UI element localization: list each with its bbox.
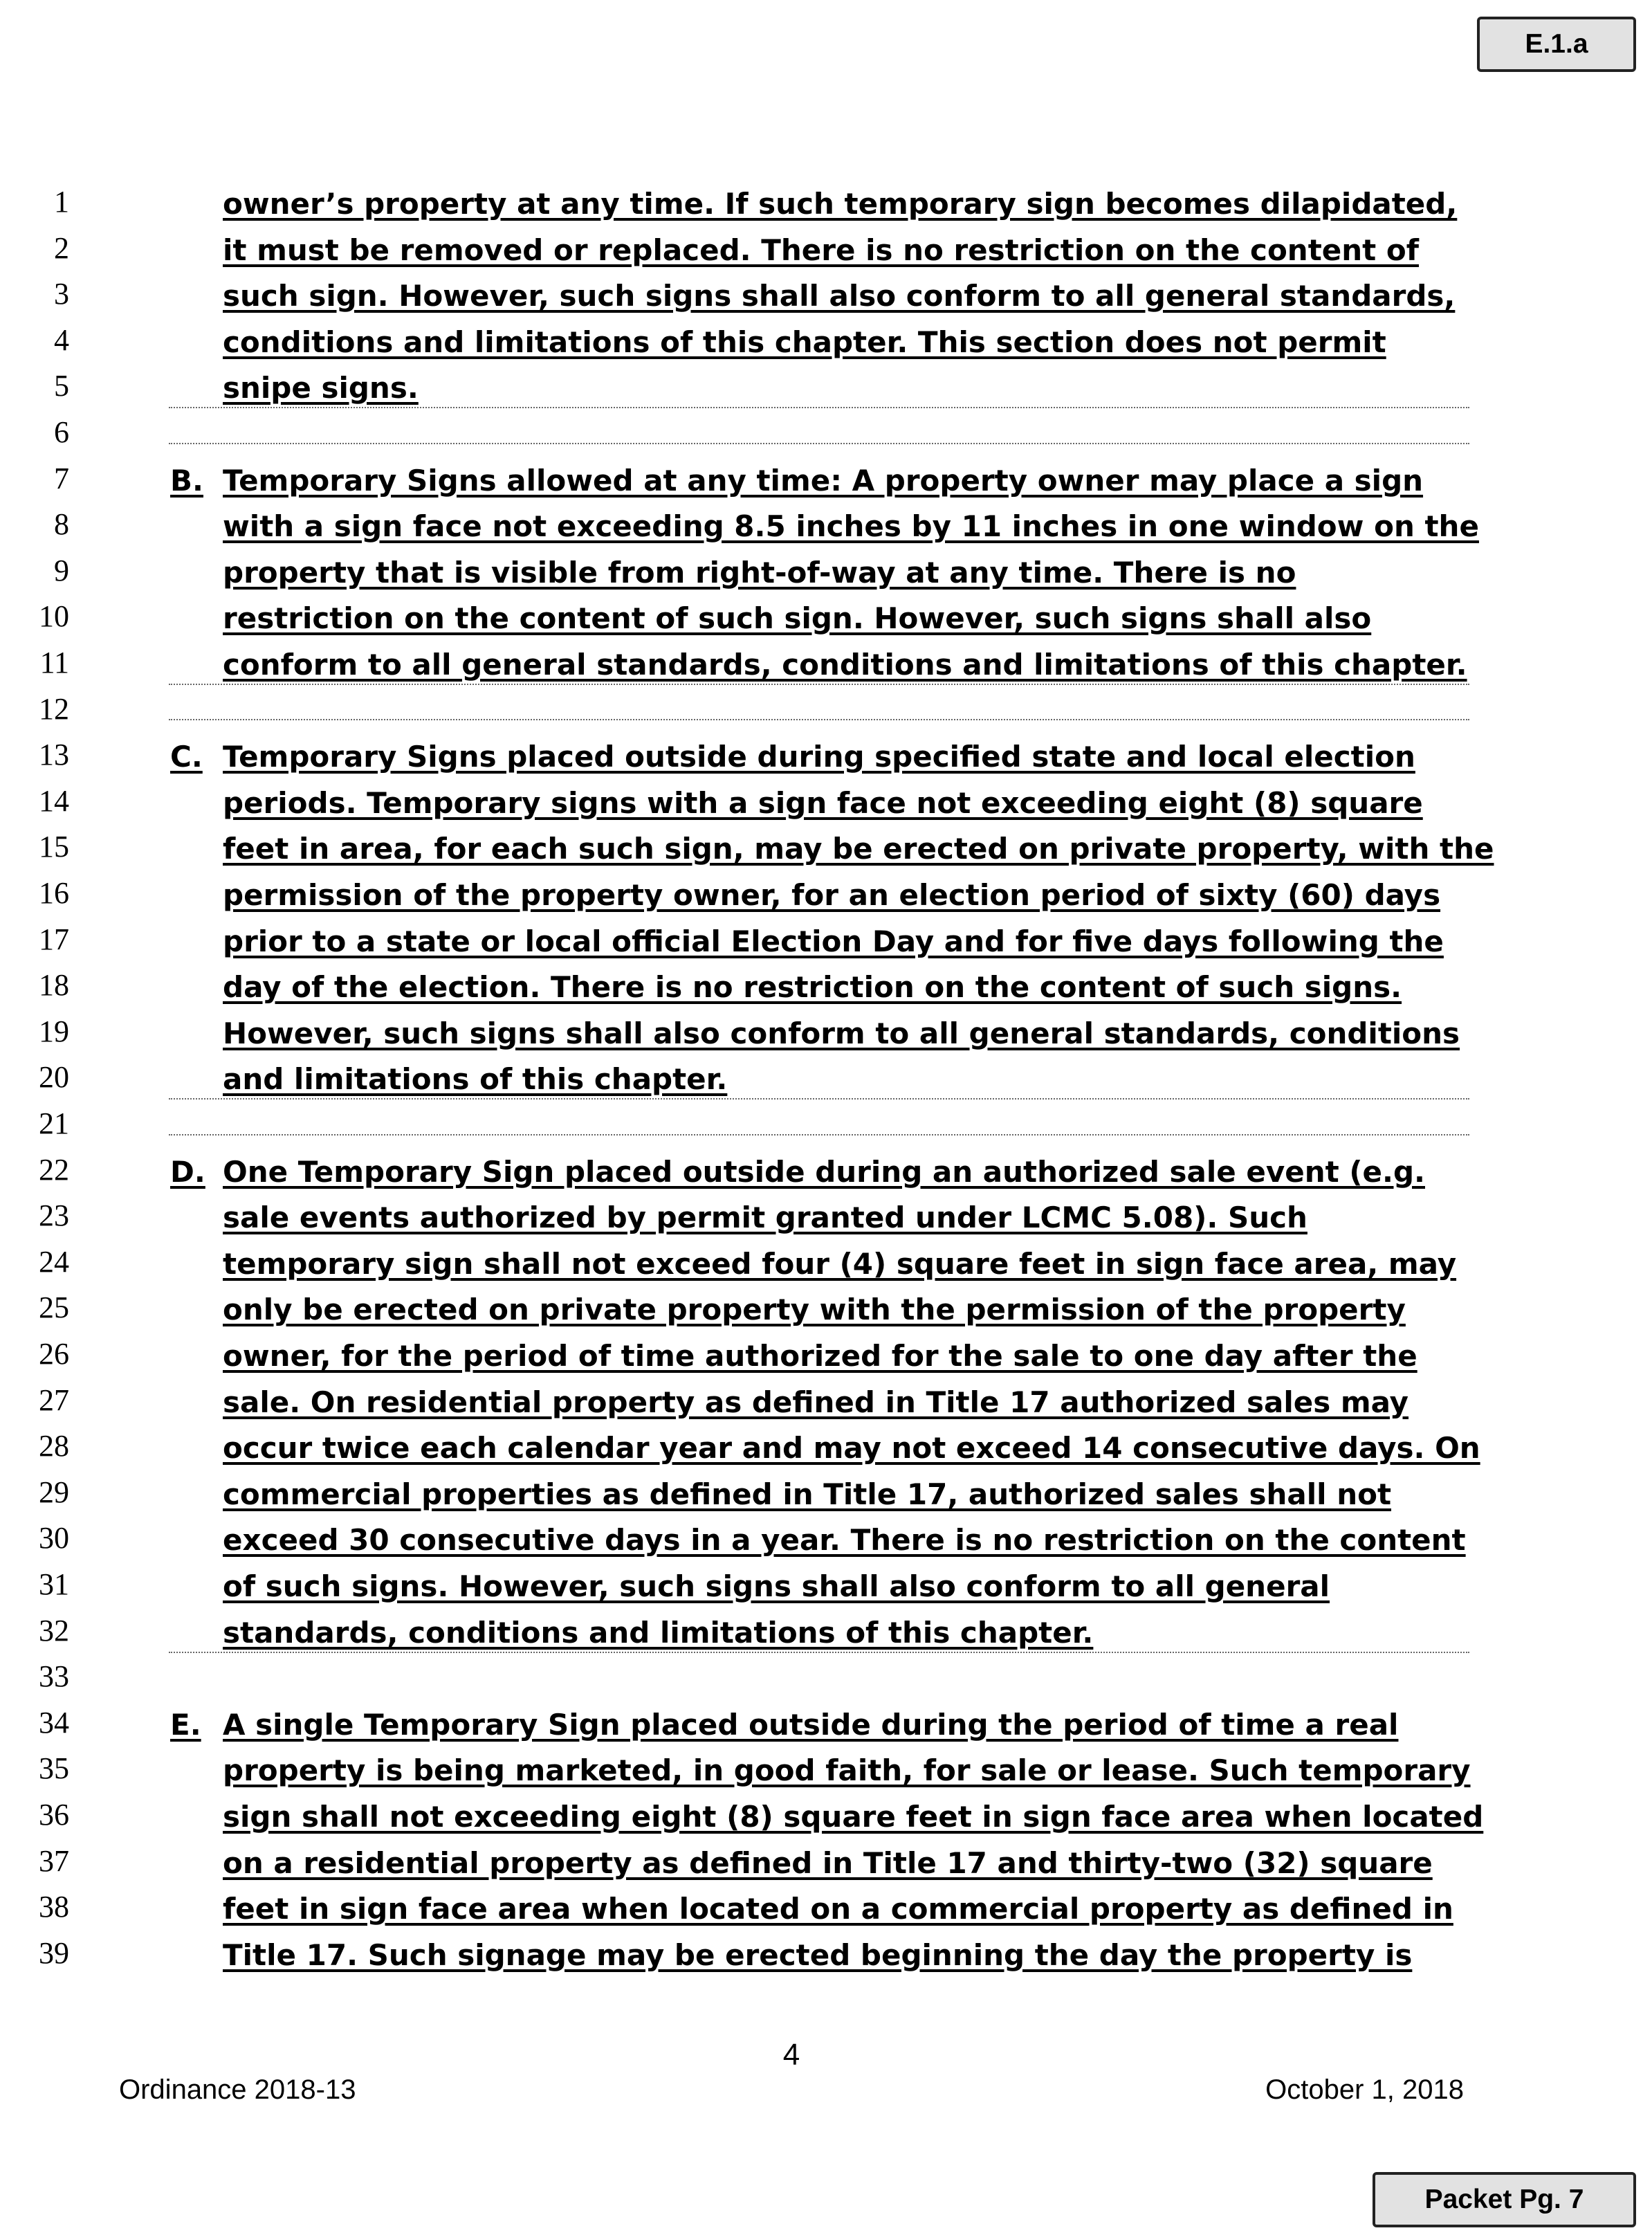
line-number: 2 bbox=[54, 230, 69, 265]
line-number: 4 bbox=[54, 322, 69, 357]
line-number: 23 bbox=[39, 1198, 69, 1233]
section-letter: E. bbox=[170, 1707, 201, 1742]
text-line: such sign. However, such signs shall also conform to all general standards, bbox=[223, 279, 1456, 313]
section-divider bbox=[169, 1134, 1469, 1135]
text-line: commercial properties as defined in Title 17, authorized sales shall not bbox=[223, 1477, 1392, 1511]
line-number: 16 bbox=[39, 876, 69, 910]
line-number: 26 bbox=[39, 1337, 69, 1371]
line-number: 37 bbox=[39, 1843, 69, 1878]
text-line: feet in area, for each such sign, may be erected on private property, with the bbox=[223, 832, 1494, 866]
line-number: 3 bbox=[54, 277, 69, 311]
text-line: One Temporary Sign placed outside during an authorized sale event (e.g. bbox=[223, 1154, 1425, 1189]
section-divider bbox=[169, 443, 1469, 444]
text-line: feet in sign face area when located on a commercial property as defined in bbox=[223, 1892, 1453, 1926]
line-number: 5 bbox=[54, 369, 69, 403]
text-line: temporary sign shall not exceed four (4) square feet in sign face area, may bbox=[223, 1246, 1457, 1281]
text-line: and limitations of this chapter. bbox=[223, 1062, 728, 1097]
line-number: 11 bbox=[39, 646, 69, 679]
packet-page-tag: Packet Pg. 7 bbox=[1373, 2172, 1636, 2227]
section-divider bbox=[169, 719, 1469, 720]
page-number: 4 bbox=[782, 2038, 800, 2072]
text-line: Title 17. Such signage may be erected beginning the day the property is bbox=[223, 1937, 1413, 1972]
text-line: with a sign face not exceeding 8.5 inches by 11 inches in one window on the bbox=[223, 509, 1479, 544]
line-number: 8 bbox=[54, 507, 69, 542]
text-line: Temporary Signs allowed at any time: A property owner may place a sign bbox=[223, 463, 1424, 498]
text-line: A single Temporary Sign placed outside during the period of time a real bbox=[223, 1707, 1399, 1742]
section-letter: D. bbox=[170, 1154, 205, 1189]
text-line: snipe signs. bbox=[223, 371, 419, 405]
line-number: 19 bbox=[39, 1014, 69, 1048]
text-line: However, such signs shall also conform to all general standards, conditions bbox=[223, 1016, 1460, 1050]
line-number: 38 bbox=[39, 1890, 69, 1924]
line-number: 6 bbox=[54, 415, 69, 449]
line-number: 13 bbox=[39, 738, 69, 772]
section-divider bbox=[169, 1098, 1469, 1100]
text-line: sale events authorized by permit granted under LCMC 5.08). Such bbox=[223, 1201, 1307, 1235]
section-letter: B. bbox=[170, 463, 203, 498]
text-line: property is being marketed, in good faith, for sale or lease. Such temporary bbox=[223, 1753, 1471, 1788]
text-line: standards, conditions and limitations of this chapter. bbox=[223, 1615, 1094, 1650]
header-tag: E.1.a bbox=[1477, 17, 1636, 72]
text-line: Temporary Signs placed outside during specified state and local election bbox=[223, 740, 1415, 774]
text-line: sign shall not exceeding eight (8) square feet in sign face area when located bbox=[223, 1800, 1484, 1834]
text-line: only be erected on private property with the permission of the property bbox=[223, 1293, 1406, 1327]
line-number: 31 bbox=[39, 1567, 69, 1601]
line-number: 30 bbox=[39, 1521, 69, 1556]
section-letter: C. bbox=[170, 740, 203, 774]
line-number: 10 bbox=[39, 599, 69, 634]
line-number: 22 bbox=[39, 1152, 69, 1187]
line-number: 32 bbox=[39, 1613, 69, 1648]
line-number: 24 bbox=[39, 1244, 69, 1279]
text-line: sale. On residential property as defined in Title 17 authorized sales may bbox=[223, 1385, 1409, 1419]
line-number: 12 bbox=[39, 691, 69, 726]
text-line: of such signs. However, such signs shall also conform to all general bbox=[223, 1569, 1330, 1603]
text-line: conform to all general standards, conditions and limitations of this chapter. bbox=[223, 648, 1467, 682]
line-number: 34 bbox=[39, 1705, 69, 1740]
section-divider bbox=[169, 1652, 1469, 1653]
footer-date: October 1, 2018 bbox=[1265, 2074, 1464, 2105]
line-number: 39 bbox=[39, 1935, 69, 1970]
text-line: owner’s property at any time. If such temporary sign becomes dilapidated, bbox=[223, 187, 1458, 221]
line-number: 7 bbox=[54, 461, 69, 495]
line-number: 28 bbox=[39, 1429, 69, 1463]
text-line: conditions and limitations of this chapter. This section does not permit bbox=[223, 325, 1386, 359]
line-number: 33 bbox=[39, 1659, 69, 1694]
text-line: occur twice each calendar year and may not exceed 14 consecutive days. On bbox=[223, 1431, 1480, 1466]
footer-ordinance: Ordinance 2018-13 bbox=[119, 2074, 356, 2105]
line-number: 1 bbox=[54, 185, 69, 219]
section-divider bbox=[169, 684, 1469, 685]
line-number: 25 bbox=[39, 1290, 69, 1325]
line-number: 18 bbox=[39, 968, 69, 1003]
line-number: 17 bbox=[39, 922, 69, 956]
line-number: 27 bbox=[39, 1383, 69, 1417]
line-number: 14 bbox=[39, 783, 69, 818]
line-number: 36 bbox=[39, 1798, 69, 1832]
line-number: 35 bbox=[39, 1751, 69, 1786]
line-number: 15 bbox=[39, 830, 69, 864]
line-number: 9 bbox=[54, 553, 69, 587]
text-line: day of the election. There is no restriction on the content of such signs. bbox=[223, 970, 1402, 1005]
text-line: on a residential property as defined in Title 17 and thirty-two (32) square bbox=[223, 1845, 1433, 1880]
line-number: 29 bbox=[39, 1475, 69, 1509]
text-line: exceed 30 consecutive days in a year. There is no restriction on the content bbox=[223, 1523, 1466, 1558]
section-divider bbox=[169, 407, 1469, 408]
line-number: 20 bbox=[39, 1060, 69, 1095]
text-line: owner, for the period of time authorized for the sale to one day after the bbox=[223, 1339, 1417, 1373]
text-line: prior to a state or local official Election Day and for five days following the bbox=[223, 924, 1444, 958]
text-line: property that is visible from right-of-way at any time. There is no bbox=[223, 555, 1296, 590]
text-line: restriction on the content of such sign. However, such signs shall also bbox=[223, 601, 1372, 636]
text-line: permission of the property owner, for an election period of sixty (60) days bbox=[223, 878, 1441, 912]
text-line: periods. Temporary signs with a sign face not exceeding eight (8) square bbox=[223, 785, 1423, 820]
line-number: 21 bbox=[39, 1106, 69, 1140]
text-line: it must be removed or replaced. There is no restriction on the content of bbox=[223, 232, 1419, 267]
